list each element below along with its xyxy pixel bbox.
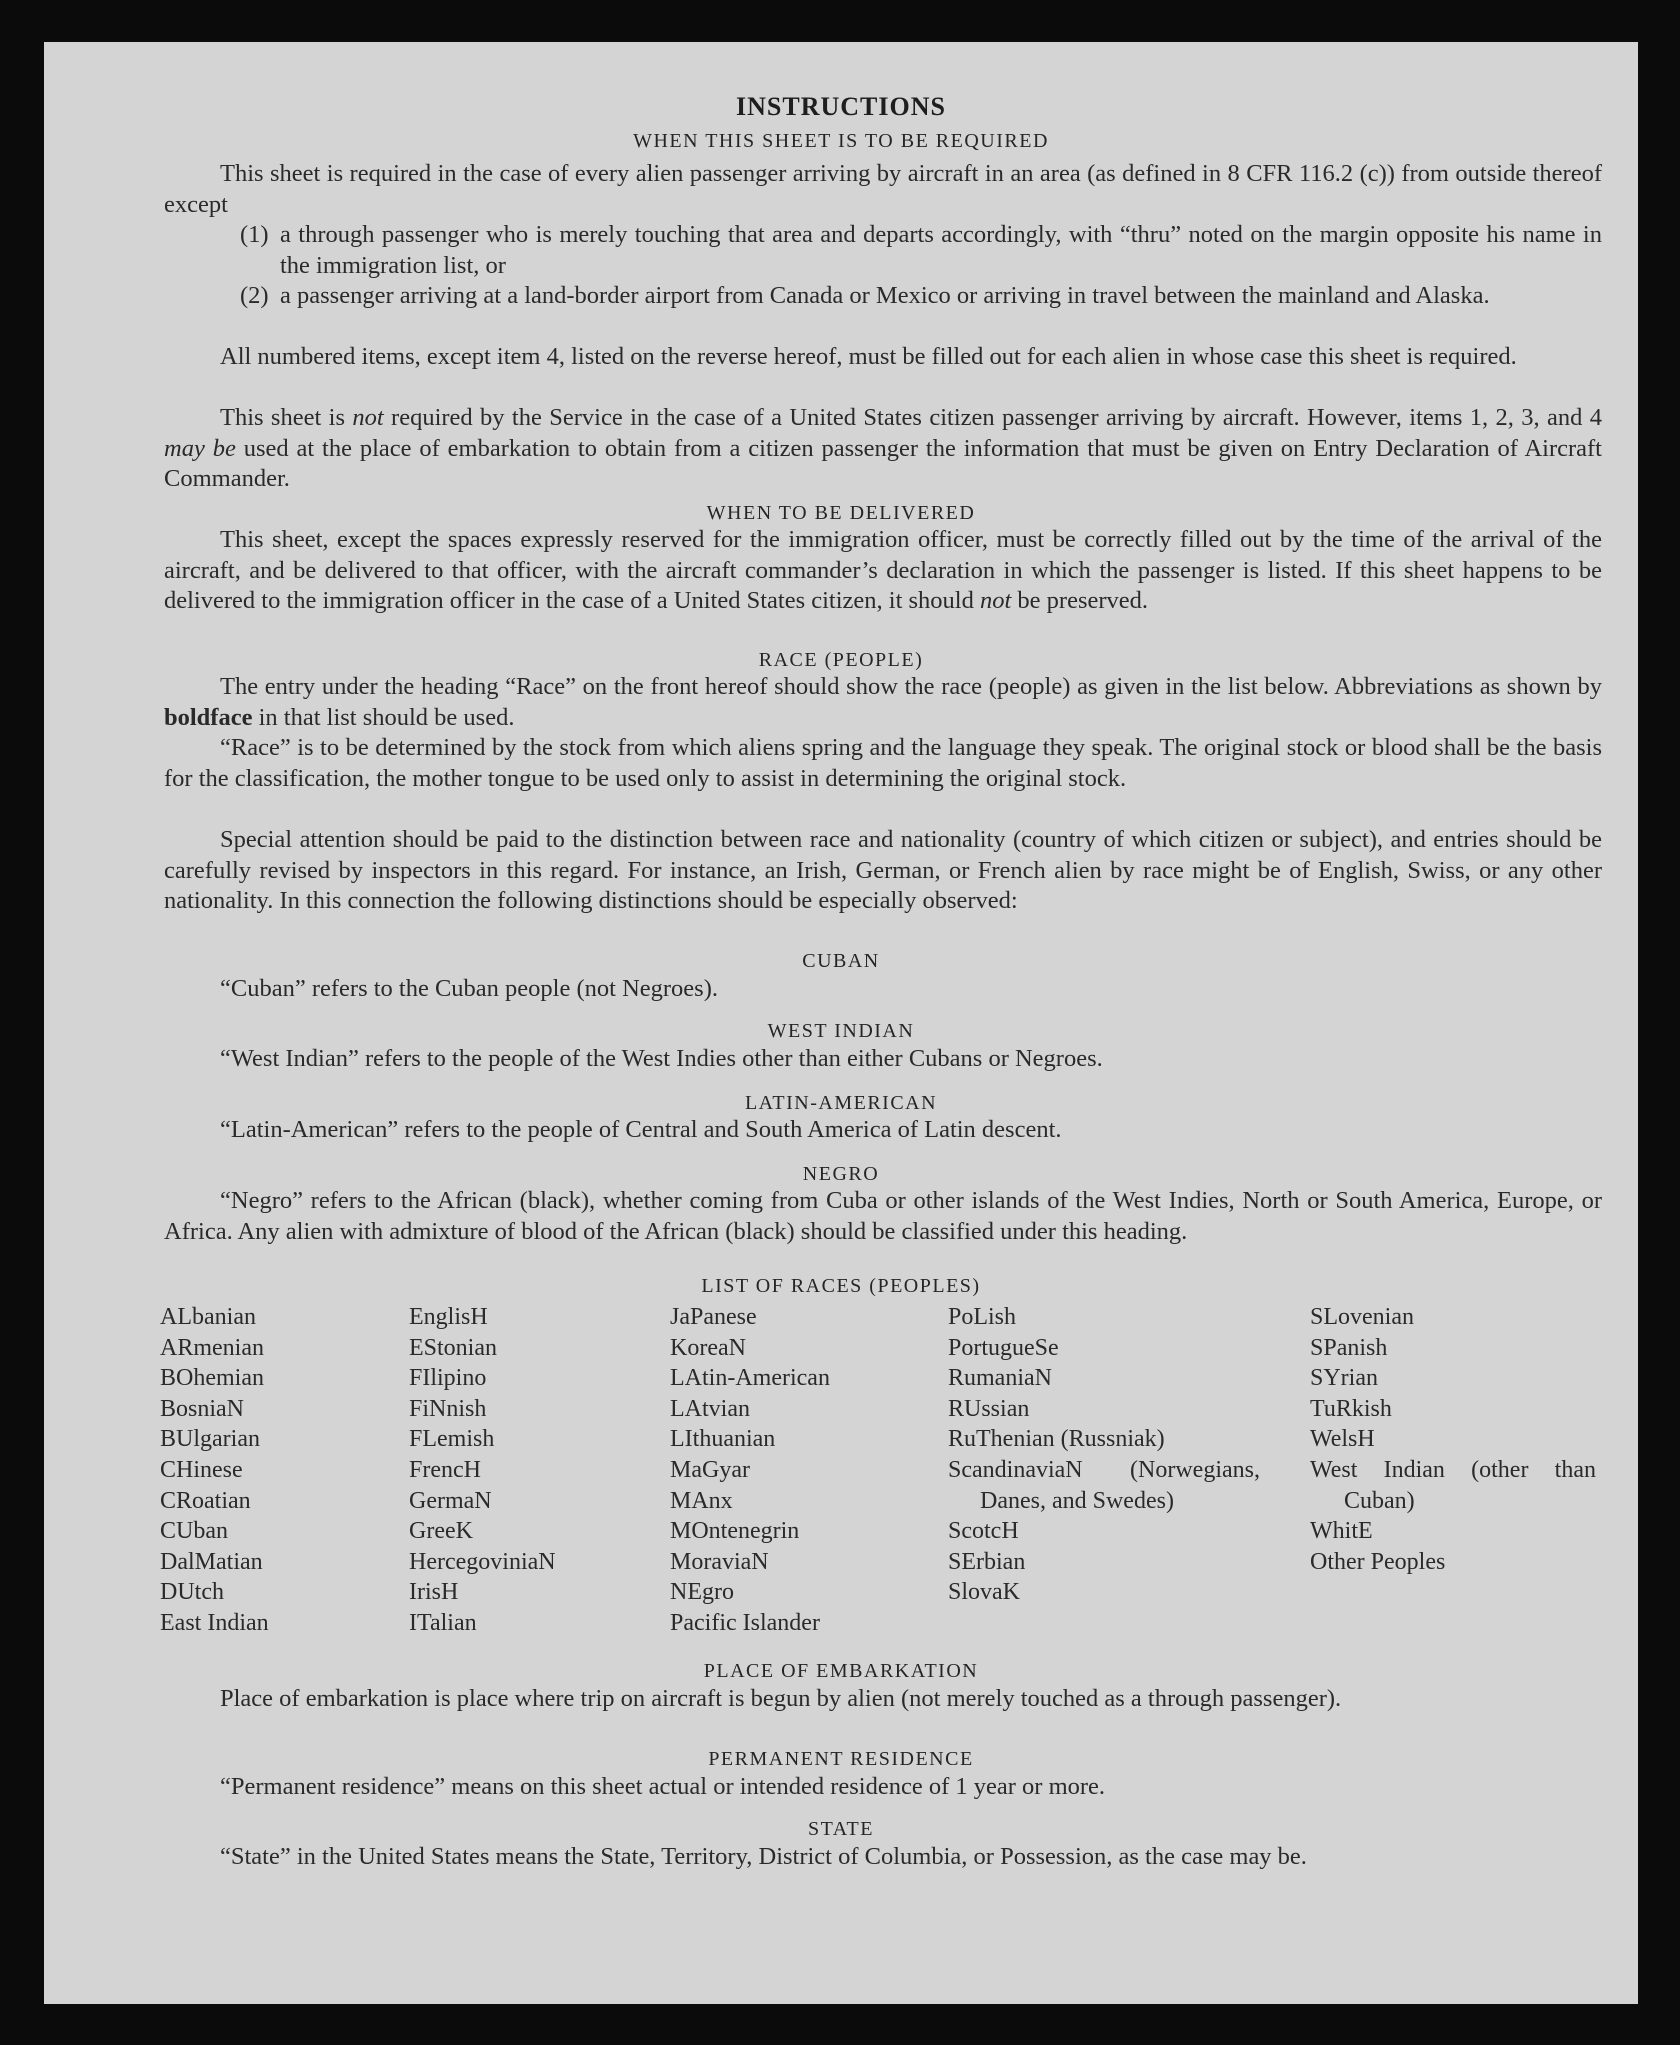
- paragraph-required: This sheet is required in the case of every alien passenger arriving by aircraft in an area (as defined in 8 CFR 116.2 (c)) from outside thereof except: [164, 160, 1602, 218]
- page-title: INSTRUCTIONS: [736, 92, 946, 121]
- heading-state: STATE: [808, 1818, 874, 1840]
- race-item: JaPanese: [670, 1304, 757, 1330]
- race-item: EnglisH: [409, 1304, 488, 1330]
- paragraph-state: “State” in the United States means the State, Territory, District of Columbia, or Possession, as the case may be.: [220, 1843, 1307, 1870]
- paragraph-race-entry: The entry under the heading “Race” on the front hereof should show the race (people) as given in the list below. Abbreviations as shown by boldface in that list should be used.: [164, 673, 1602, 731]
- race-item: SLovenian: [1310, 1304, 1414, 1330]
- document-sheet: [44, 42, 1638, 2004]
- race-item: BosniaN: [160, 1395, 244, 1422]
- race-item: GreeK: [409, 1518, 473, 1545]
- races-column-2: [409, 1302, 649, 1639]
- races-column-1: [160, 1302, 390, 1639]
- paragraph-embarkation: Place of embarkation is place where trip on aircraft is begun by alien (not merely touched as a through passenger).: [220, 1685, 1342, 1712]
- race-item: WelsH: [1310, 1426, 1375, 1453]
- paragraph-numbered-items: All numbered items, except item 4, listed on the reverse hereof, must be filled out for each alien in whose case this sheet is required.: [220, 343, 1517, 370]
- race-item: KoreaN: [670, 1334, 746, 1361]
- heading-cuban: CUBAN: [802, 950, 880, 972]
- race-item: MAnx: [670, 1487, 733, 1514]
- heading-when-required: WHEN THIS SHEET IS TO BE REQUIRED: [633, 130, 1049, 152]
- races-column-5: [1310, 1302, 1602, 1577]
- race-item: BUlgarian: [160, 1426, 260, 1453]
- race-item: DUtch: [160, 1579, 224, 1606]
- heading-embarkation: PLACE OF EMBARKATION: [703, 1660, 979, 1682]
- race-item: RumaniaN: [948, 1365, 1052, 1392]
- paragraph-race-nationality: Special attention should be paid to the distinction between race and nationality (country of which citizen or subject), and entries should be carefully revised by inspectors in this regard. For instance, an Irish, German, or French alien by race might be of English, Swiss, or any other nationality. In this connection the following distinctions should be especially observed:: [164, 826, 1602, 914]
- paragraph-residence: “Permanent residence” means on this sheet actual or intended residence of 1 year or more.: [220, 1773, 1106, 1800]
- race-item: FrencH: [409, 1456, 481, 1483]
- exception-item-2: (2) a passenger arriving at a land-border airport from Canada or Mexico or arriving in travel between the mainland and Alaska.: [240, 282, 1490, 309]
- race-item: IrisH: [409, 1579, 459, 1606]
- heading-negro: NEGRO: [802, 1163, 880, 1185]
- heading-list-of-races: LIST OF RACES (PEOPLES): [701, 1275, 981, 1297]
- race-item: NEgro: [670, 1579, 734, 1606]
- race-item: MaGyar: [670, 1456, 750, 1483]
- race-item: ScandinaviaN (Norwegians, Danes, and Swedes): [948, 1456, 1260, 1514]
- paragraph-latin-american: “Latin-American” refers to the people of Central and South America of Latin descent.: [220, 1116, 1062, 1143]
- race-item: ITalian: [409, 1609, 477, 1636]
- race-item: SlovaK: [948, 1579, 1020, 1606]
- race-item: FLemish: [409, 1426, 495, 1453]
- heading-latin-american: LATIN-AMERICAN: [744, 1092, 938, 1114]
- race-item: SPanish: [1310, 1334, 1388, 1361]
- race-item: CUban: [160, 1518, 228, 1545]
- heading-when-delivered: WHEN TO BE DELIVERED: [706, 502, 976, 524]
- heading-west-indian: WEST INDIAN: [767, 1020, 915, 1042]
- race-item: MOntenegrin: [670, 1518, 800, 1545]
- paragraph-race-stock: “Race” is to be determined by the stock from which aliens spring and the language they speak. The original stock or blood shall be the basis for the classification, the mother tongue to be used only to assist in determining the original stock.: [164, 734, 1602, 792]
- race-item: MoraviaN: [670, 1548, 769, 1575]
- race-item: HercegoviniaN: [409, 1548, 556, 1575]
- race-item: Other Peoples: [1310, 1548, 1446, 1575]
- race-item: East Indian: [160, 1609, 269, 1636]
- paragraph-cuban: “Cuban” refers to the Cuban people (not Negroes).: [220, 975, 718, 1002]
- race-item: BOhemian: [160, 1365, 264, 1392]
- race-item: LAtvian: [670, 1395, 750, 1422]
- races-column-4: [948, 1302, 1260, 1608]
- exception-item-1: (1) a through passenger who is merely touching that area and departs accordingly, with “thru” noted on the margin opposite his name in the immigration list, or: [240, 221, 1602, 279]
- race-item: GermaN: [409, 1487, 492, 1514]
- race-item: PoLish: [948, 1304, 1017, 1330]
- paragraph-west-indian: “West Indian” refers to the people of the West Indies other than either Cubans or Negroes.: [220, 1045, 1103, 1072]
- race-item: ARmenian: [160, 1334, 264, 1361]
- race-item: FIlipino: [409, 1365, 487, 1392]
- paragraph-citizen: This sheet is not required by the Service in the case of a United States citizen passenger arriving by aircraft. However, items 1, 2, 3, and 4 may be used at the place of embarkation to obtain from a citizen passenger the information that must be given on Entry Declaration of Aircraft Commander.: [164, 404, 1603, 492]
- race-item: CHinese: [160, 1456, 243, 1483]
- paragraph-delivered: This sheet, except the spaces expressly reserved for the immigration officer, must be correctly filled out by the time of the arrival of the aircraft, and be delivered to that officer, with the aircraft commander’s declaration in which the passenger is listed. If this sheet happens to be delivered to the immigration officer in the case of a United States citizen, it should not be preserved.: [164, 526, 1602, 614]
- race-item: PortugueSe: [948, 1334, 1059, 1361]
- race-item: RUssian: [948, 1395, 1030, 1422]
- race-item: ALbanian: [160, 1304, 256, 1330]
- race-item: West Indian (other than Cuban): [1310, 1456, 1596, 1514]
- race-item: LAtin-American: [670, 1365, 830, 1392]
- race-item: DalMatian: [160, 1548, 263, 1575]
- race-item: ScotcH: [948, 1518, 1019, 1545]
- heading-race: RACE (PEOPLE): [758, 649, 924, 671]
- race-item: RuThenian (Russniak): [948, 1426, 1165, 1453]
- race-item: EStonian: [409, 1334, 497, 1361]
- race-item: Pacific Islander: [670, 1609, 820, 1636]
- races-column-3: [670, 1302, 930, 1639]
- race-item: TuRkish: [1310, 1395, 1392, 1422]
- race-item: FiNnish: [409, 1395, 487, 1422]
- paragraph-negro: “Negro” refers to the African (black), whether coming from Cuba or other islands of the West Indies, North or South America, Europe, or Africa. Any alien with admixture of blood of the African (black) should be classified under this heading.: [164, 1187, 1602, 1245]
- race-item: WhitE: [1310, 1518, 1373, 1545]
- race-item: CRoatian: [160, 1487, 251, 1514]
- heading-residence: PERMANENT RESIDENCE: [708, 1748, 974, 1770]
- race-item: SYrian: [1310, 1365, 1378, 1392]
- race-item: SErbian: [948, 1548, 1026, 1575]
- race-item: LIthuanian: [670, 1426, 776, 1453]
